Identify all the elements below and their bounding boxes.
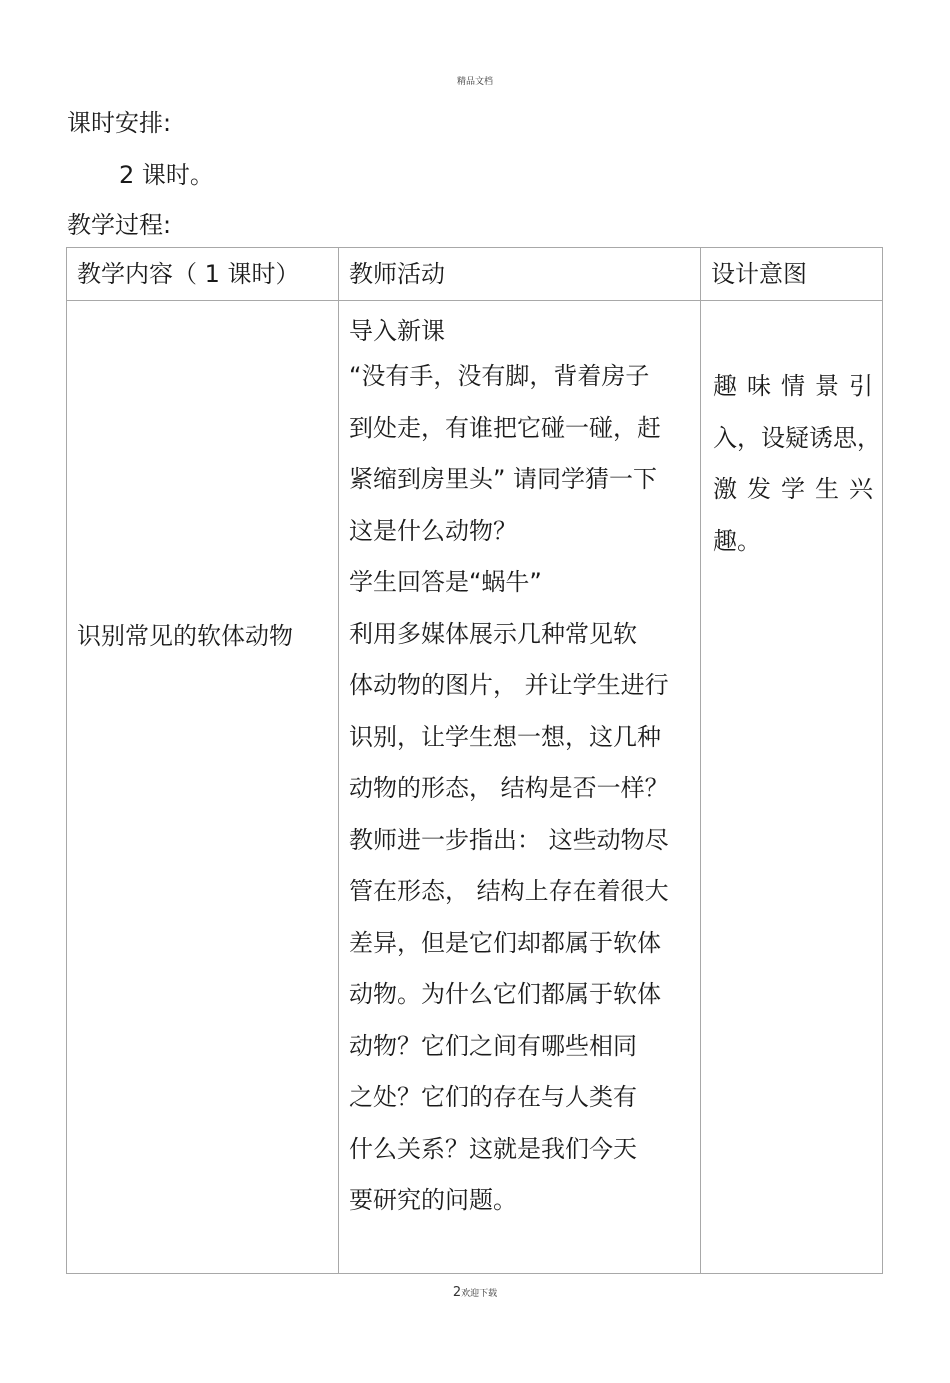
text-line: 要研究的问题。 — [349, 1186, 517, 1214]
table-header-row — [67, 248, 883, 301]
text-line: 利用多媒体展示几种常见软 — [349, 619, 637, 648]
text-line: 之处？它们的存在与人类有 — [349, 1083, 637, 1111]
text-line: “没有手，没有脚，背着房子 — [349, 362, 650, 390]
text-line: 这是什么动物？ — [349, 516, 517, 545]
text-line: 体动物的图片， 并让学生进行 — [349, 671, 669, 699]
text-line: 动物。为什么它们都属于软体 — [349, 980, 661, 1008]
content-cell — [67, 301, 339, 1274]
header-content-label: 教学内容（ 1 课时） — [77, 260, 300, 288]
schedule-hours: 2 课时。 — [119, 161, 214, 189]
table-row — [67, 301, 883, 1274]
text-line: 到处走，有谁把它碰一碰，赶 — [349, 413, 661, 442]
text-line: 教师进一步指出： 这些动物尽 — [349, 825, 669, 854]
teacher-activity-text — [339, 301, 700, 1227]
text-line: 紧缩到房里头” 请同学猜一下 — [349, 465, 658, 493]
text-line: 识别，让学生想一想，这几种 — [349, 722, 661, 751]
lesson-table — [66, 247, 883, 1274]
schedule-heading: 课时安排: — [67, 109, 172, 137]
text-line: 差异，但是它们却都属于软体 — [349, 928, 661, 957]
page-number: 2 — [452, 1285, 462, 1300]
text-line: 导入新课 — [349, 317, 445, 345]
process-heading: 教学过程: — [67, 211, 172, 239]
footer-watermark: 欢迎下载 — [461, 1289, 498, 1299]
design-intent-text — [701, 301, 882, 567]
header-teacher-label: 教师活动 — [349, 260, 445, 288]
text-line: 学生回答是“蜗牛” — [349, 568, 542, 596]
design-intent-cell — [701, 301, 883, 1274]
text-line: 趣味情景引 — [713, 372, 883, 400]
teacher-activity-cell — [339, 301, 701, 1274]
header-cell-teacher — [339, 248, 701, 301]
text-line: 管在形态， 结构上存在着很大 — [349, 877, 669, 905]
text-line: 入，设疑诱思， — [713, 423, 881, 452]
content-text: 识别常见的软体动物 — [77, 622, 293, 650]
header-cell-content — [67, 248, 339, 301]
header-intent-label: 设计意图 — [711, 260, 807, 288]
footer — [0, 1285, 950, 1300]
text-line: 动物？它们之间有哪些相同 — [349, 1031, 637, 1060]
header-cell-intent — [701, 248, 883, 301]
text-line: 动物的形态， 结构是否一样？ — [349, 774, 669, 802]
text-line: 什么关系？这就是我们今天 — [349, 1134, 637, 1163]
text-line: 趣。 — [713, 526, 761, 555]
text-line: 激发学生兴 — [713, 475, 883, 503]
header-watermark: 精品文档 — [456, 77, 493, 87]
